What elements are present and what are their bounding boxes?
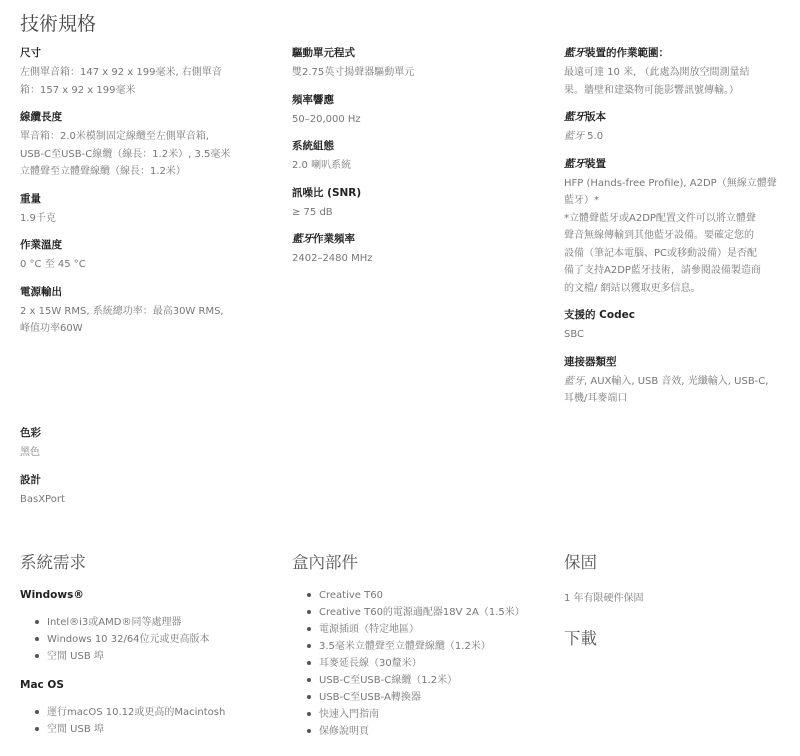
spec-label-text: 裝置 — [585, 157, 606, 170]
spec-value: 最遠可達 10 米, （此處為開放空間測量結 果。牆壁和建築物可能影響訊號傳輸。） — [564, 67, 750, 96]
specs-column-1 — [20, 46, 248, 349]
spec-value — [564, 373, 786, 408]
spec-power-output — [20, 285, 248, 338]
spec-label: 尺寸 — [20, 47, 41, 59]
spec-value: 2402–2480 MHz — [292, 253, 373, 264]
spec-label: 電源輸出 — [20, 285, 62, 298]
windows-heading: Windows® — [20, 589, 84, 601]
spec-value: 單音箱：2.0米模制固定線纜至左側單音箱, USB-C至USB-C線纜（線長：1.2米）, 3.5毫米 立體聲至立體聲線纜（線長：1.2米） — [20, 131, 231, 177]
spec-label — [564, 157, 786, 171]
mac-requirements-list — [33, 704, 273, 738]
spec-value-text: , AUX輸入, USB 音效, 光纖輸入, USB-C, 耳機/耳麥端口 — [564, 375, 769, 404]
spec-value: 0 °C 至 45 °C — [20, 259, 86, 270]
list-item: 快速入門指南 — [305, 706, 555, 723]
spec-weight — [20, 192, 248, 228]
in-box-list — [305, 587, 555, 740]
spec-label: 訊噪比 (SNR) — [292, 186, 362, 199]
bluetooth-wordmark: 藍牙 — [564, 47, 585, 59]
spec-value: 1.9千克 — [20, 212, 56, 224]
spec-label — [564, 110, 786, 124]
list-item: 保修說明頁 — [305, 723, 555, 740]
warranty-title: 保固 — [564, 553, 597, 572]
spec-label — [564, 46, 786, 60]
spec-value: 黑色 — [20, 447, 40, 458]
list-item: 3.5毫米立體聲至立體聲線纜（1.2米） — [305, 638, 555, 655]
list-item: USB-C至USB-A轉換器 — [305, 689, 555, 706]
spec-dimensions — [20, 46, 248, 99]
spec-bluetooth-frequency — [292, 232, 512, 268]
spec-system-configuration — [292, 139, 512, 175]
spec-design — [20, 473, 248, 509]
spec-value: SBC — [564, 329, 585, 340]
list-item: Creative T60的電源適配器18V 2A（1.5米） — [305, 604, 555, 621]
spec-label — [292, 232, 512, 246]
list-item: 電源插頭（特定地區） — [305, 621, 555, 638]
spec-cable-length — [20, 110, 248, 181]
spec-value: 50–20,000 Hz — [292, 113, 361, 125]
specs-column-2 — [292, 46, 512, 279]
list-item: 空閒 USB 埠 — [33, 721, 273, 738]
spec-value: 左側單音箱：147 x 92 x 199毫米, 右側單音 箱：157 x 92 x 199毫米 — [20, 67, 222, 96]
spec-value — [564, 128, 786, 146]
list-item: Creative T60 — [305, 587, 555, 604]
spec-color — [20, 426, 248, 462]
spec-value: 雙2.75英寸揚聲器驅動單元 — [292, 67, 415, 78]
bluetooth-wordmark: 藍牙 — [292, 233, 313, 245]
spec-label: 線纜長度 — [20, 111, 62, 123]
mac-heading: Mac OS — [20, 679, 64, 691]
specs-column-3 — [564, 46, 786, 419]
spec-value: 2.0 喇叭系統 — [292, 160, 352, 171]
in-box-title: 盒內部件 — [292, 553, 358, 572]
spec-label: 作業溫度 — [20, 239, 62, 251]
spec-label: 系統組態 — [292, 140, 334, 152]
bluetooth-wordmark: 藍牙 — [564, 157, 585, 170]
spec-value: BasXPort — [20, 493, 65, 505]
spec-frequency-response — [292, 93, 512, 129]
spec-label: 驅動單元程式 — [292, 47, 355, 59]
warranty-text: 1 年有限硬件保固 — [564, 593, 644, 604]
spec-label: 設計 — [20, 473, 41, 486]
spec-operating-temperature — [20, 238, 248, 274]
list-item: 耳麥延長線（30釐米） — [305, 655, 555, 672]
spec-bluetooth-range — [564, 46, 786, 99]
spec-bluetooth-profiles — [564, 157, 786, 298]
spec-supported-codec — [564, 308, 786, 344]
specs-column-1-extra — [20, 426, 248, 519]
downloads-title[interactable]: 下載 — [564, 629, 597, 648]
spec-bluetooth-version — [564, 110, 786, 146]
windows-requirements-list — [33, 614, 273, 665]
list-item: 空閒 USB 埠 — [33, 648, 273, 665]
spec-driver-units — [292, 46, 512, 82]
bluetooth-wordmark: 藍牙 — [564, 131, 584, 142]
spec-label: 重量 — [20, 192, 41, 205]
list-item: USB-C至USB-C線纜（1.2米） — [305, 672, 555, 689]
spec-snr — [292, 186, 512, 222]
spec-value: ≥ 75 dB — [292, 206, 333, 218]
spec-label: 頻率響應 — [292, 93, 334, 106]
system-requirements-title: 系統需求 — [20, 553, 86, 572]
spec-label-text: 版本 — [585, 111, 606, 123]
bluetooth-wordmark: 藍牙 — [564, 111, 585, 123]
bluetooth-wordmark: 藍牙 — [564, 375, 584, 387]
spec-value: HFP (Hands-free Profile), A2DP（無線立體聲 藍牙）* *立體聲藍牙或A2DP配置文件可以將立體聲 聲音無線傳輸到其他藍牙設備。要確定您的 設備（筆記本電腦、PC或移動設備）是否配 備了支持A2DP藍牙技術，請參閱設備製造商 的文檔/ 網站以獲取更多信息。 — [564, 177, 777, 294]
spec-label: 支援的 Codec — [564, 309, 635, 321]
spec-value: 2 x 15W RMS, 系統總功率：最高30W RMS, 峰值功率60W — [20, 305, 224, 334]
spec-label-text: 作業頻率 — [313, 233, 355, 245]
spec-label: 色彩 — [20, 427, 41, 439]
spec-connector-types — [564, 355, 786, 408]
list-item: Intel®i3或AMD®同等處理器 — [33, 614, 273, 631]
list-item: 運行macOS 10.12或更高的Macintosh — [33, 704, 273, 721]
page-title: 技術規格 — [20, 13, 97, 35]
spec-value-text: 5.0 — [584, 131, 604, 142]
spec-label-text: 裝置的作業範圍： — [585, 47, 669, 59]
spec-label: 連接器類型 — [564, 355, 617, 368]
list-item: Windows 10 32/64位元或更高版本 — [33, 631, 273, 648]
